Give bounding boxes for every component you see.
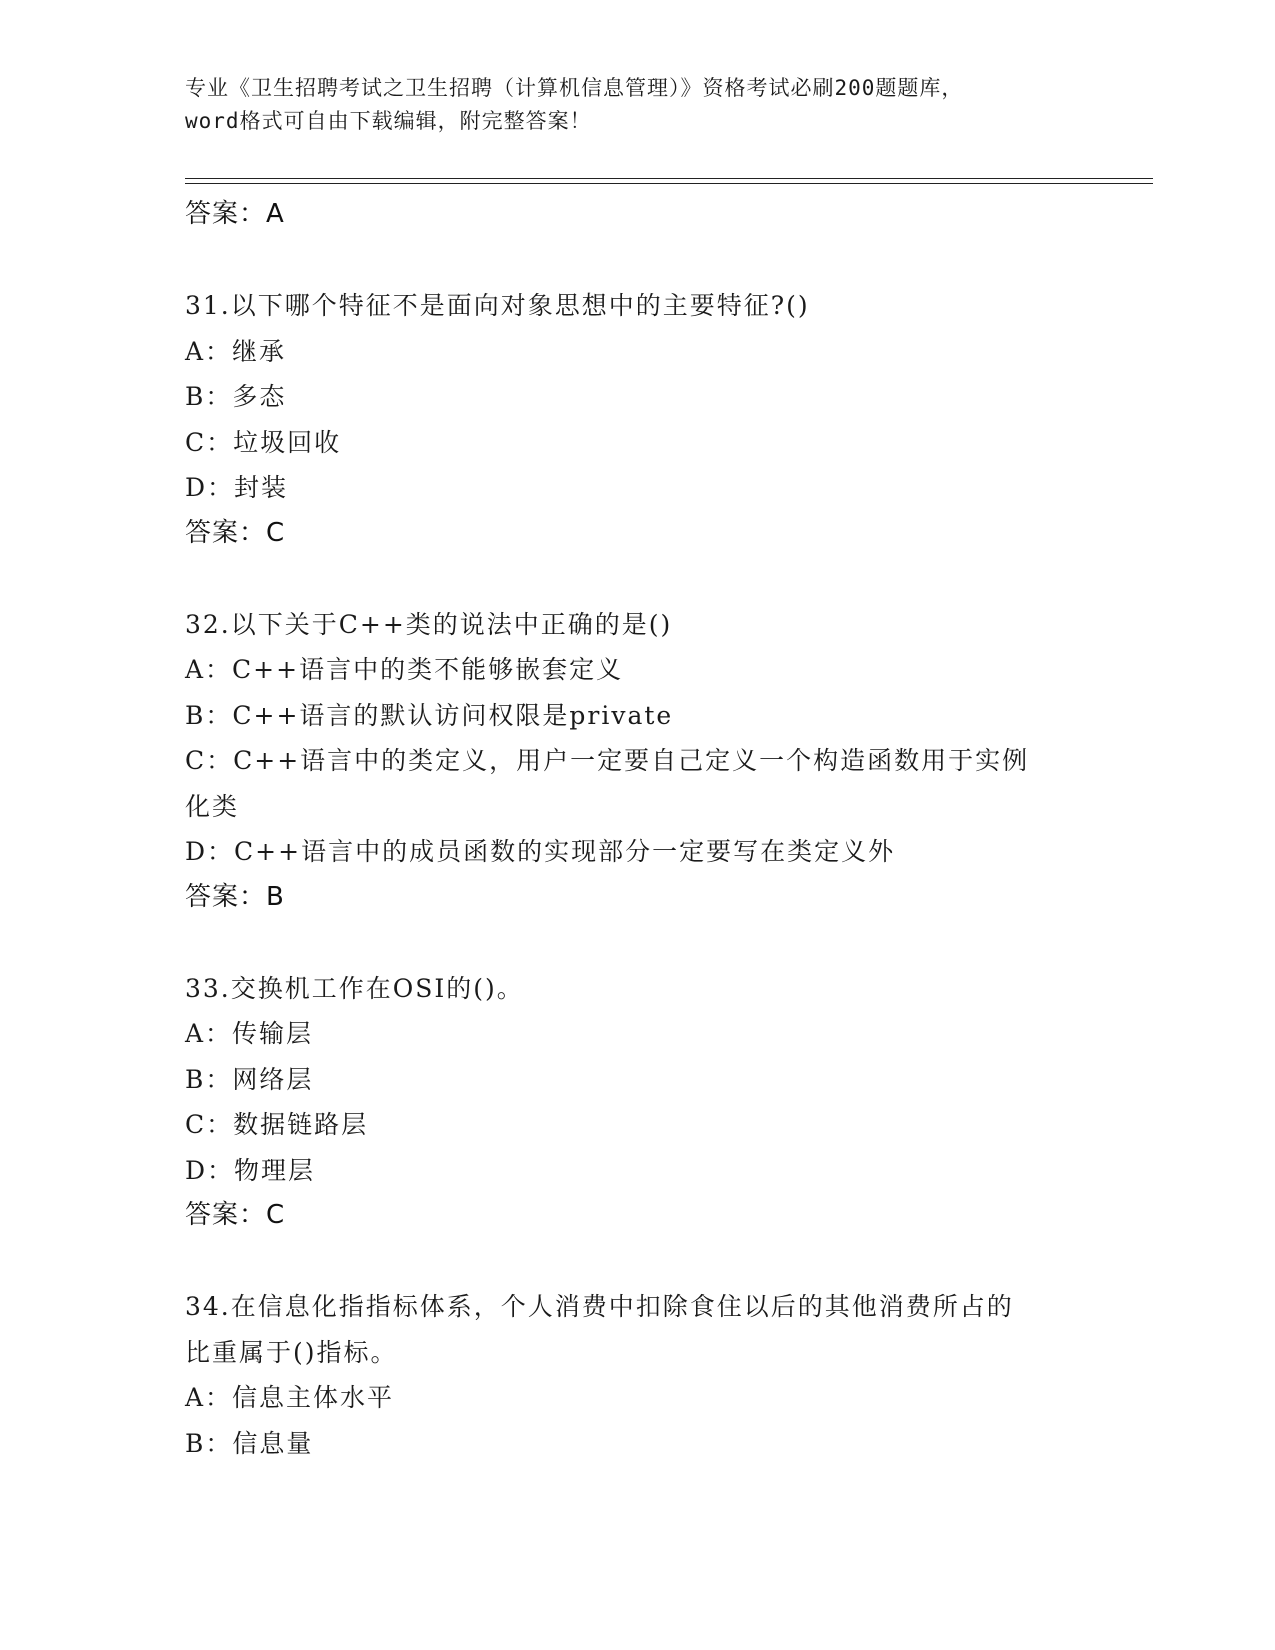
header-rule-top — [185, 178, 1153, 179]
question-stem: 32.以下关于C++类的说法中正确的是() — [185, 609, 673, 639]
spacer — [185, 920, 1085, 966]
option-b: B：网络层 — [185, 1064, 314, 1094]
question-stem-continued: 比重属于()指标。 — [185, 1337, 398, 1367]
header-title-line-2: word格式可自由下载编辑，附完整答案！ — [185, 109, 592, 133]
option-c: C：数据链路层 — [185, 1110, 369, 1139]
option-a: A：C++语言中的类不能够嵌套定义 — [185, 655, 624, 684]
question-32 — [185, 602, 1085, 921]
document-header — [185, 72, 1085, 138]
previous-answer: 答案：A — [185, 199, 285, 229]
option-b: B：信息量 — [185, 1428, 314, 1458]
spacer — [185, 556, 1085, 602]
question-stem: 34.在信息化指指标体系，个人消费中扣除食住以后的其他消费所占的 — [185, 1292, 1014, 1321]
question-list — [185, 192, 1085, 1466]
option-b: B：C++语言的默认访问权限是private — [185, 700, 674, 730]
option-b: B：多态 — [185, 382, 287, 411]
spacer — [185, 238, 1085, 284]
option-d: D：物理层 — [185, 1155, 316, 1185]
option-d: D：C++语言中的成员函数的实现部分一定要写在类定义外 — [185, 837, 896, 866]
option-a: A：继承 — [185, 336, 287, 366]
question-answer: 答案：B — [185, 881, 285, 912]
option-a: A：信息主体水平 — [185, 1383, 395, 1412]
option-c: C：C++语言中的类定义，用户一定要自己定义一个构造函数用于实例 — [185, 746, 1030, 775]
option-c-continued: 化类 — [185, 791, 240, 821]
question-33 — [185, 966, 1085, 1239]
option-d: D：封装 — [185, 473, 289, 502]
spacer — [185, 1239, 1085, 1285]
option-a: A：传输层 — [185, 1019, 314, 1048]
question-31 — [185, 283, 1085, 556]
question-answer: 答案：C — [185, 1200, 286, 1230]
header-rule-bottom — [185, 183, 1153, 184]
question-stem: 33.交换机工作在OSI的()。 — [185, 973, 524, 1003]
question-34 — [185, 1284, 1085, 1466]
option-c: C：垃圾回收 — [185, 427, 342, 457]
header-title-line-1: 专业《卫生招聘考试之卫生招聘（计算机信息管理）》资格考试必刷200题题库， — [185, 76, 964, 100]
question-stem: 31.以下哪个特征不是面向对象思想中的主要特征?() — [185, 291, 810, 320]
question-answer: 答案：C — [185, 517, 286, 548]
